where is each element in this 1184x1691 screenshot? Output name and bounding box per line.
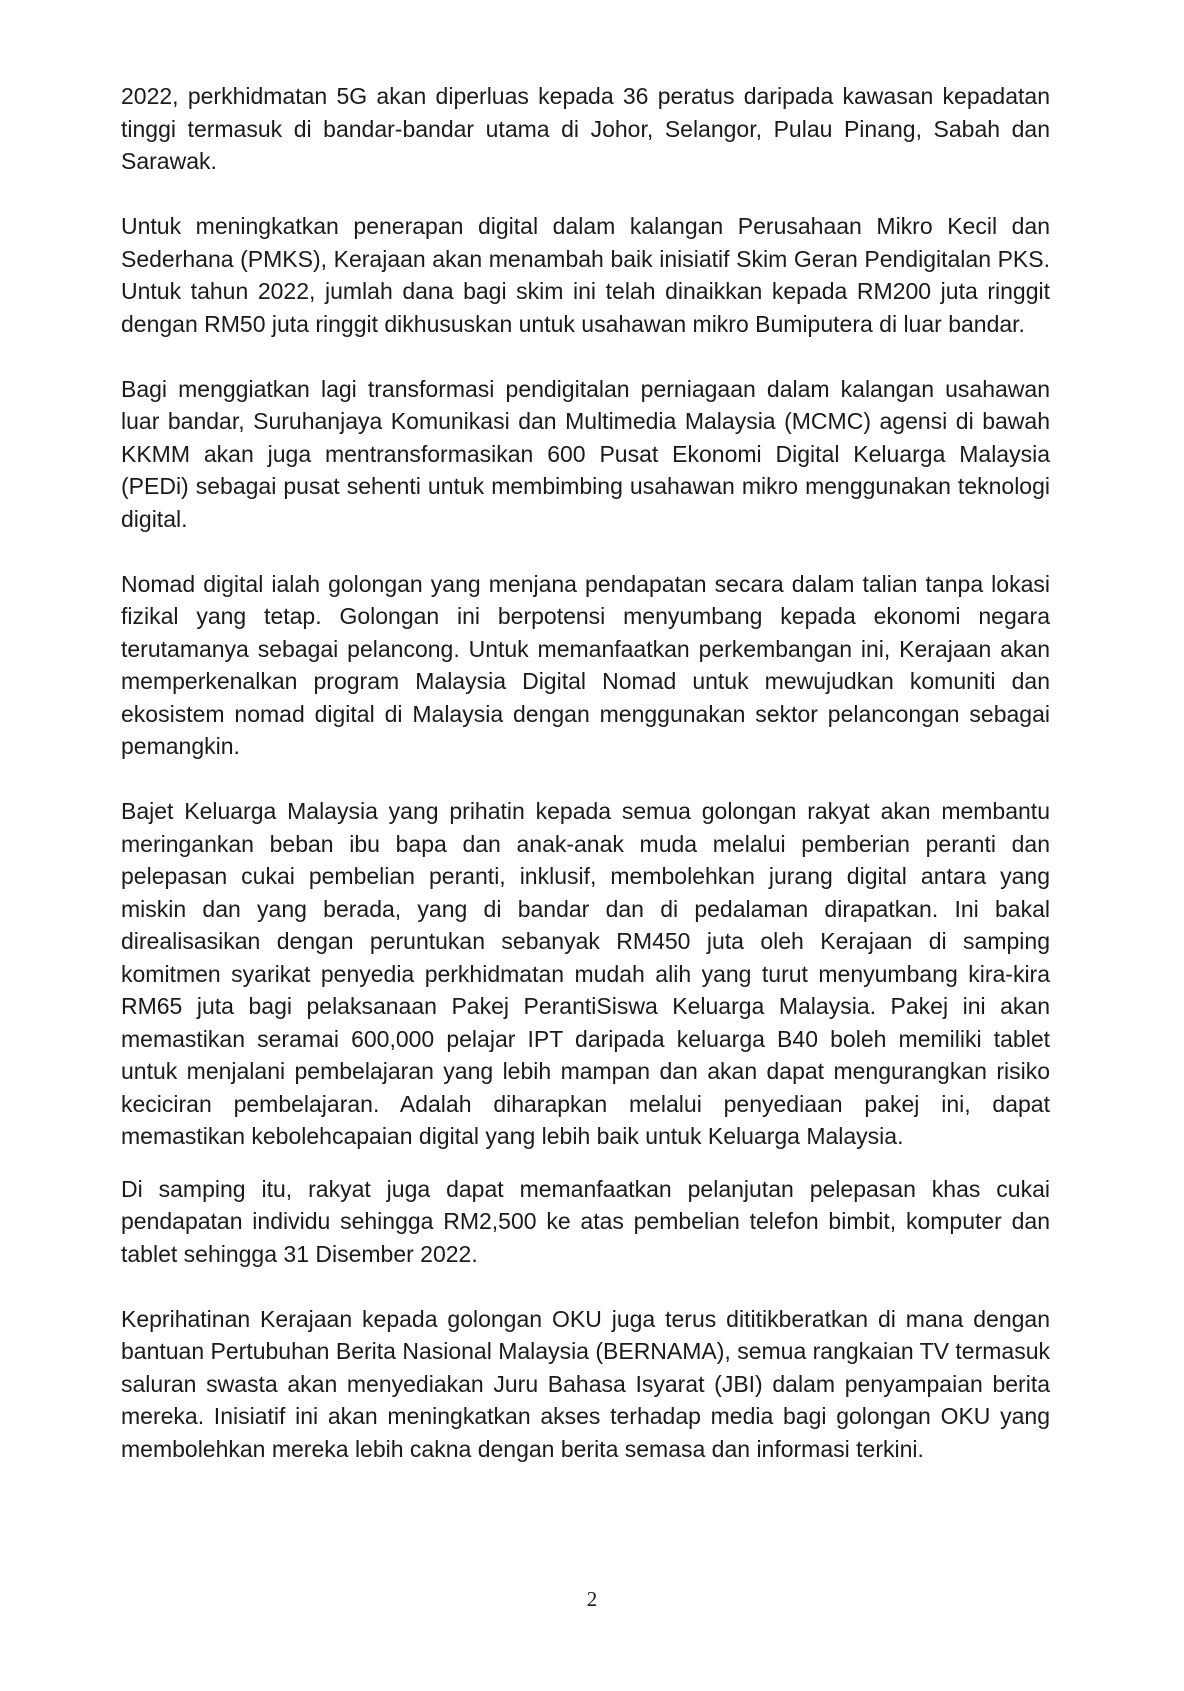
paragraph-perantisiswa: Bajet Keluarga Malaysia yang prihatin kepada semua golongan rakyat akan membantu meringankan beban ibu bapa dan anak-anak muda melalui pemberian peranti dan pelepasan cukai pembelian peranti, inklusif, membolehkan jurang digital antara yang miskin dan yang berada, yang di bandar dan di pedalaman dirapatkan. Ini bakal direalisasikan dengan peruntukan sebanyak RM450 juta oleh Kerajaan di samping komitmen syarikat penyedia perkhidmatan mudah alih yang turut menyumbang kira-kira RM65 juta bagi pelaksanaan Pakej PerantiSiswa Keluarga Malaysia. Pakej ini akan memastikan seramai 600,000 pelajar IPT daripada keluarga B40 boleh memiliki tablet untuk menjalani pembelajaran yang lebih mampan dan akan dapat mengurangkan risiko keciciran pembelajaran. Adalah diharapkan melalui penyediaan pakej ini, dapat memastikan kebolehcapaian digital yang lebih baik untuk Keluarga Malaysia.	[121, 798, 1050, 1149]
paragraph-pedi-transformation: Bagi menggiatkan lagi transformasi pendigitalan perniagaan dalam kalangan usahawan luar bandar, Suruhanjaya Komunikasi dan Multimedia Malaysia (MCMC) agensi di bawah KKMM akan juga mentransformasikan 600 Pusat Ekonomi Digital Keluarga Malaysia (PEDi) sebagai pusat sehenti untuk membimbing usahawan mikro menggunakan teknologi digital.	[121, 375, 1050, 532]
paragraph-5g-expansion: 2022, perkhidmatan 5G akan diperluas kepada 36 peratus daripada kawasan kepadatan tinggi termasuk di bandar-bandar utama di Johor, Selangor, Pulau Pinang, Sabah dan Sarawak.	[121, 83, 1050, 174]
paragraph-pmks-digital-grant: Untuk meningkatkan penerapan digital dalam kalangan Perusahaan Mikro Kecil dan Sederhana (PMKS), Kerajaan akan menambah baik inisiatif Skim Geran Pendigitalan PKS. Untuk tahun 2022, jumlah dana bagi skim ini telah dinaikkan kepada RM200 juta ringgit dengan RM50 juta ringgit dikhususkan untuk usahawan mikro Bumiputera di luar bandar.	[121, 213, 1050, 337]
paragraph-tax-relief: Di samping itu, rakyat juga dapat memanfaatkan pelanjutan pelepasan khas cukai pendapatan individu sehingga RM2,500 ke atas pembelian telefon bimbit, komputer dan tablet sehingga 31 Disember 2022.	[121, 1175, 1050, 1267]
paragraph-digital-nomad: Nomad digital ialah golongan yang menjana pendapatan secara dalam talian tanpa lokasi fizikal yang tetap. Golongan ini berpotensi menyumbang kepada ekonomi negara terutamanya sebagai pelancong. Untuk memanfaatkan perkembangan ini, Kerajaan akan memperkenalkan program Malaysia Digital Nomad untuk mewujudkan komuniti dan ekosistem nomad digital di Malaysia dengan menggunakan sektor pelancongan sebagai pemangkin.	[121, 570, 1050, 759]
document-body	[121, 80, 1050, 1498]
page-number: 2	[586, 1587, 598, 1611]
paragraph-oku-sign-language: Keprihatinan Kerajaan kepada golongan OKU juga terus dititikberatkan di mana dengan bantuan Pertubuhan Berita Nasional Malaysia (BERNAMA), semua rangkaian TV termasuk saluran swasta akan menyediakan Juru Bahasa Isyarat (JBI) dalam penyampaian berita mereka. Inisiatif ini akan meningkatkan akses terhadap media bagi golongan OKU yang membolehkan mereka lebih cakna dengan berita semasa dan informasi terkini.	[121, 1305, 1050, 1462]
